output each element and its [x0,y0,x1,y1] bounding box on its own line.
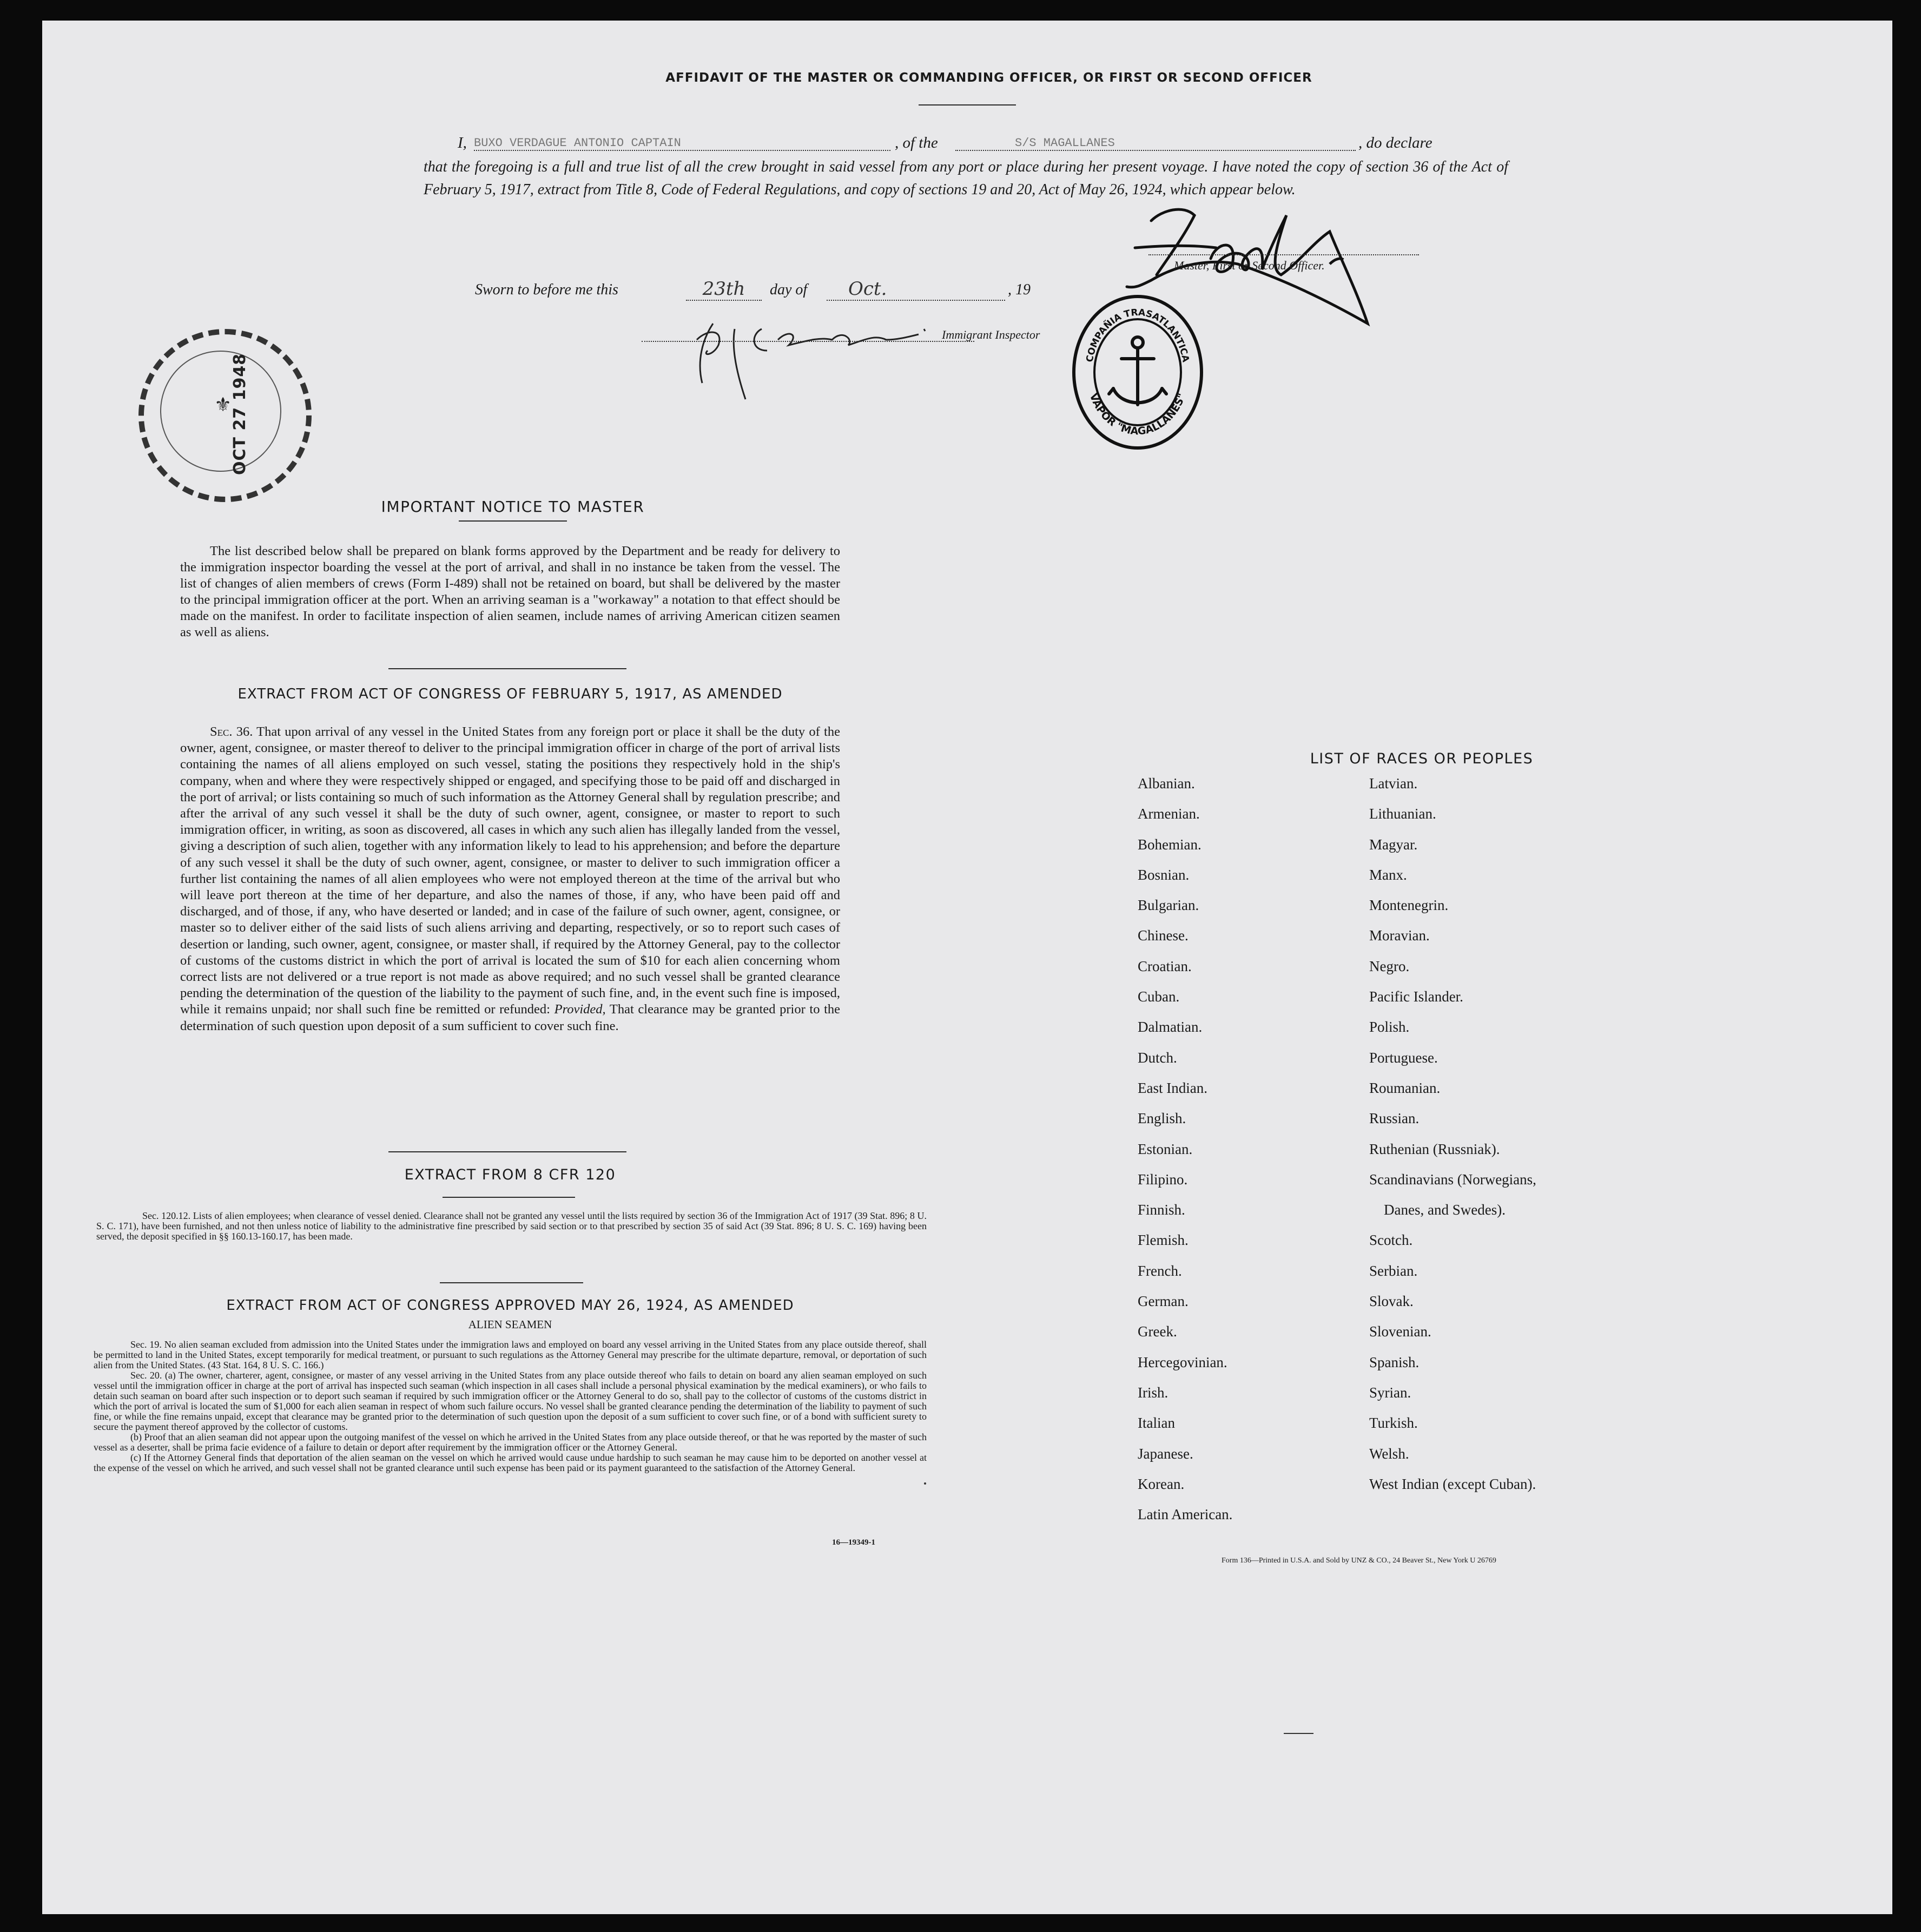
notice-body: The list described below shall be prepared on blank forms approved by the Department and be ready for delivery to the immigration inspector boarding the vessel at the port of arrival, and shall in no instance be taken from the vessel. The list of changes of alien members of crews (Form I-489) shall not be retained on board, but shall be delivered by the master to the principal immigration officer at the port. When an arriving seaman is a "workaway" a notation to that effect should be made on the manifest. In order to facilitate inspection of alien seamen, include names of arriving American citizen seamen as well as aliens. [180,544,840,639]
race-row [1138,1476,1625,1506]
ship-seal-graphic [1070,291,1205,453]
race-item: German. [1138,1293,1189,1310]
race-row [1138,1110,1625,1140]
race-item: Slovenian. [1369,1323,1431,1340]
master-signature-line [1148,254,1419,255]
race-row [1138,1384,1625,1415]
ship-seal [1070,291,1205,453]
inspector-caption: Immigrant Inspector [942,328,1040,341]
stray-dot [924,1482,926,1485]
race-item: West Indian (except Cuban). [1369,1475,1536,1492]
race-row [1138,958,1625,988]
race-item: Lithuanian. [1369,806,1436,822]
race-row [1138,1293,1625,1323]
race-item: Irish. [1138,1384,1169,1401]
section-divider [388,668,626,669]
race-row [1138,988,1625,1019]
sec20c-text: (c) If the Attorney General finds that deportation of the alien seaman on the vessel on which he arrived would cause undue hardship to such seaman he may cause him to be deported on another vessel at the expense of the vessel on which he arrived, and such vessel shall not be granted clearance until such expense has been paid or its payment guaranteed to the satisfaction of the Attorney General. [94,1452,927,1473]
race-row [1138,1446,1625,1476]
master-caption: Master, First or Second Officer. [1174,259,1325,272]
affidavit-i: I, [458,134,467,151]
race-item: East Indian. [1138,1079,1207,1096]
stamp-date: OCT 27 1948 [230,353,249,475]
stray-mark [1284,1733,1313,1734]
extract-cfr-body: Sec. 120.12. Lists of alien employees; when clearance of vessel denied. Clearance shall not be granted any vessel until the lists required by section 36 of the Immigration Act of 1917 (39 Stat. 896; 8 U. S. C. 171), have been furnished, and not then unless notice of liability to the administrative fine prescribed by said section or to that prescribed by section 35 of said Act (39 Stat. 896; 8 U. S. C. 169) having been served, the deposit specified in §§ 160.13-160.17, has been made. [96,1210,927,1242]
race-item: Dalmatian. [1138,1019,1203,1036]
race-item: Japanese. [1138,1445,1193,1462]
race-item: Ruthenian (Russniak). [1369,1140,1500,1157]
race-item: Magyar. [1369,836,1418,853]
sworn-prefix: Sworn to before me this [475,281,618,298]
race-item: Slovak. [1369,1293,1414,1310]
sworn-day-field: 23th [686,278,762,301]
inspector-signature-line [642,341,974,342]
sworn-month-field: Oct. [827,278,1005,301]
race-row [1138,1050,1625,1080]
year-prefix: , 19 [1008,281,1031,298]
sec20b-text: (b) Proof that an alien seaman did not appear upon the outgoing manifest of the vessel on which he arrived in the United States from any place outside thereof, or that he was reported by the master of such vessel as a deserter, shall be prima facie evidence of a failure to detain or deport after requirement by the immigration officer or the Attorney General. [94,1432,927,1453]
sec19-text: Sec. 19. No alien seaman excluded from admission into the United States under the immigration laws and employed on board any vessel arriving in the United States from any place outside thereof, shall be permitted to land in the United States, except temporarily for medical treatment, or pursuant to such regulations as the Attorney General may prescribe for the ultimate departure, removal, or deportation of such alien from the United States. (43 Stat. 164, 8 U. S. C. 166.) [94,1339,927,1370]
race-item: Russian. [1369,1110,1420,1127]
notice-heading-rule [459,520,567,522]
race-item: Montenegrin. [1369,897,1449,914]
race-item: Manx. [1369,866,1407,883]
printer-footer: Form 136—Printed in U.S.A. and Sold by UNZ & CO., 24 Beaver St., New York U 26769 [1222,1557,1496,1565]
race-item: Syrian. [1369,1384,1411,1401]
race-item [1369,1506,1623,1537]
race-item: Roumanian. [1369,1079,1441,1096]
extract-1924-heading: EXTRACT FROM ACT OF CONGRESS APPROVED MAY 26, 1924, AS AMENDED [226,1297,794,1314]
race-item: Negro. [1369,958,1410,974]
race-item: Latin American. [1138,1506,1233,1523]
race-item: Italian [1138,1415,1175,1432]
race-item: Serbian. [1369,1262,1418,1279]
stamp-center-mark: ⚜ [214,394,232,416]
sec36-provided: Provided, [554,1002,606,1017]
form-code: 16—19349-1 [832,1538,875,1547]
race-row [1138,867,1625,897]
inspector-signature [681,307,962,405]
race-item: Bosnian. [1138,866,1190,883]
extract-cfr-heading: EXTRACT FROM 8 CFR 120 [404,1166,616,1183]
race-row [1138,1506,1625,1537]
race-item: Bohemian. [1138,836,1202,853]
affidavit-statement: that the foregoing is a full and true list of all the crew brought in said vessel from any port or place during her present voyage. I have noted the copy of section 36 of the Act of February 5, 1917, extract from Title 8, Code of Federal Regulations, and copy of sections 19 and 20, Act of May 26, 1924, which appear below. [424,159,1508,198]
race-row [1138,1171,1625,1202]
race-row [1138,1141,1625,1171]
notice-heading: IMPORTANT NOTICE TO MASTER [381,498,645,516]
race-row [1138,1415,1625,1445]
title-underline [919,104,1016,105]
race-item: Flemish. [1138,1232,1189,1249]
race-row [1138,1263,1625,1293]
arrival-date-stamp [138,329,322,513]
race-item: Spanish. [1369,1354,1420,1370]
race-item: Latvian. [1369,775,1418,792]
affidavit-line1 [458,134,1507,156]
race-row [1138,927,1625,958]
race-row [1138,806,1625,836]
race-item: Portuguese. [1369,1049,1438,1066]
race-item: Finnish. [1138,1202,1185,1218]
race-item: Korean. [1138,1475,1185,1492]
race-item: Bulgarian. [1138,897,1199,914]
race-item: Filipino. [1138,1171,1188,1188]
vessel-name-field: S/S MAGALLANES [955,136,1356,151]
affidavit-title: AFFIDAVIT OF THE MASTER OR COMMANDING OFFICER, OR FIRST OR SECOND OFFICER [665,71,1312,85]
seal-top-text: COMPAÑIA TRASATLANTICA [1084,307,1191,364]
seal-bottom-text: VAPOR "MAGALLANES" [1087,392,1189,438]
master-name-field: BUXO VERDAGUE ANTONIO CAPTAIN [474,136,890,151]
race-row [1138,775,1625,806]
race-item: Albanian. [1138,775,1195,792]
day-of-label: day of [770,281,808,298]
section-divider [440,1282,583,1283]
race-item: Dutch. [1138,1049,1177,1066]
race-item: Welsh. [1369,1445,1409,1462]
race-item: Estonian. [1138,1140,1193,1157]
race-item: French. [1138,1262,1182,1279]
extract-1917-body [180,724,840,1034]
race-row [1138,1019,1625,1049]
alien-seamen-subheading: ALIEN SEAMEN [468,1318,552,1331]
extract-1924-body [94,1340,927,1473]
races-list [1138,775,1625,1537]
race-row [1138,836,1625,867]
race-item: Scotch. [1369,1232,1413,1249]
extract-1917-heading: EXTRACT FROM ACT OF CONGRESS OF FEBRUARY 5, 1917, AS AMENDED [237,686,783,702]
race-item: Moravian. [1369,927,1430,944]
race-row [1138,897,1625,927]
race-row [1138,1232,1625,1262]
race-item: Polish. [1369,1019,1410,1036]
affidavit-of-the: , of the [895,134,938,151]
race-row [1138,1202,1625,1232]
race-item: Hercegovinian. [1138,1354,1227,1370]
sec36-text: That upon arrival of any vessel in the United States from any foreign port or place it shall be the duty of the owner, agent, consignee, or master thereof to deliver to the principal immigration officer in charge of the port of arrival lists containing the names of all aliens employed on such vessel, stating the positions they respectively hold in the ship's company, when and where they were respectively shipped or engaged, and specifying those to be paid off and discharged in the port of arrival; or lists containing so much of such information as the Attorney General shall by regulation prescribe; and after the arrival of any such vessel it shall be the duty of such owner, agent, consignee, or master to report to such immigration officer, in writing, as soon as discovered, all cases in which any such alien has illegally landed from the vessel, giving a description of such alien, together with any information likely to lead to his apprehension; and before the departure of any such vessel it shall be the duty of such owner, agent, consignee, or master to deliver to such immigration officer a further list containing the names of all alien employees who were not employed thereon at the time of the arrival but who will leave port thereon at the time of her departure, and also the names of those, if any, who have been paid off and discharged, and of those, if any, who have deserted or landed; and in case of the failure of such owner, agent, consignee, or master so to deliver either of the said lists of such aliens arriving and departing, respectively, or so to report such cases of desertion or landing, such owner, agent, consignee, or master shall, if required by the Attorney General, pay to the collector of customs of the customs district in which the port of arrival is located the sum of $10 for each alien concerning whom correct lists are not delivered or a true report is not made as above required; and no such vessel shall be granted clearance pending the determination of the question of the liability to the payment of such fine, and, in the event such fine is imposed, while it remains unpaid; nor shall such fine be remitted or refunded: [180,724,840,1017]
section-divider [388,1151,626,1152]
race-item: Greek. [1138,1323,1177,1340]
race-item: Chinese. [1138,927,1189,944]
race-row [1138,1323,1625,1354]
races-heading: LIST OF RACES OR PEOPLES [1310,750,1534,767]
sec36-text-end: That clearance may be granted prior to the determination of such question upon deposit of a sum sufficient to cover such fine. [180,1002,841,1033]
affidavit-do-declare: , do declare [1358,134,1433,151]
sworn-line [475,278,1124,305]
race-row [1138,1354,1625,1384]
sec36-label: Sec. 36. [210,724,253,739]
race-item: Armenian. [1138,806,1200,822]
race-item: English. [1138,1110,1186,1127]
race-row [1138,1080,1625,1110]
sec20a-text: Sec. 20. (a) The owner, charterer, agent, consignee, or master of any vessel arriving in the United States from any place outside thereof who fails to detain on board any alien seaman employed on such vessel until the immigration officer in charge at the port of arrival has inspected such seaman (which inspection in all cases shall include a personal physical examination by the medical examiners), or who fails to detain such seaman on board after such inspection or to deport such seaman if required by such immigration officer or the Attorney General to do so, shall pay to the collector of customs of the customs district in which the port of arrival is located the sum of $1,000 for each alien seaman in respect of whom such failure occurs. No vessel shall be granted clearance pending the determination of the liability to payment of such fine, or while the fine remains unpaid, except that clearance may be granted prior to the determination of such question upon the deposit of a sum sufficient to cover such fine, or of a bond with sufficient surety to secure the payment thereof approved by the collector of customs. [94,1370,927,1432]
race-item: Pacific Islander. [1369,988,1463,1005]
cfr-heading-rule [443,1197,575,1198]
race-item: Turkish. [1369,1415,1418,1432]
race-item: Scandinavians (Norwegians, [1369,1171,1536,1188]
race-item: Cuban. [1138,988,1180,1005]
race-item: Croatian. [1138,958,1192,974]
document-page [42,21,1892,1914]
race-item: Danes, and Swedes). [1369,1202,1506,1218]
